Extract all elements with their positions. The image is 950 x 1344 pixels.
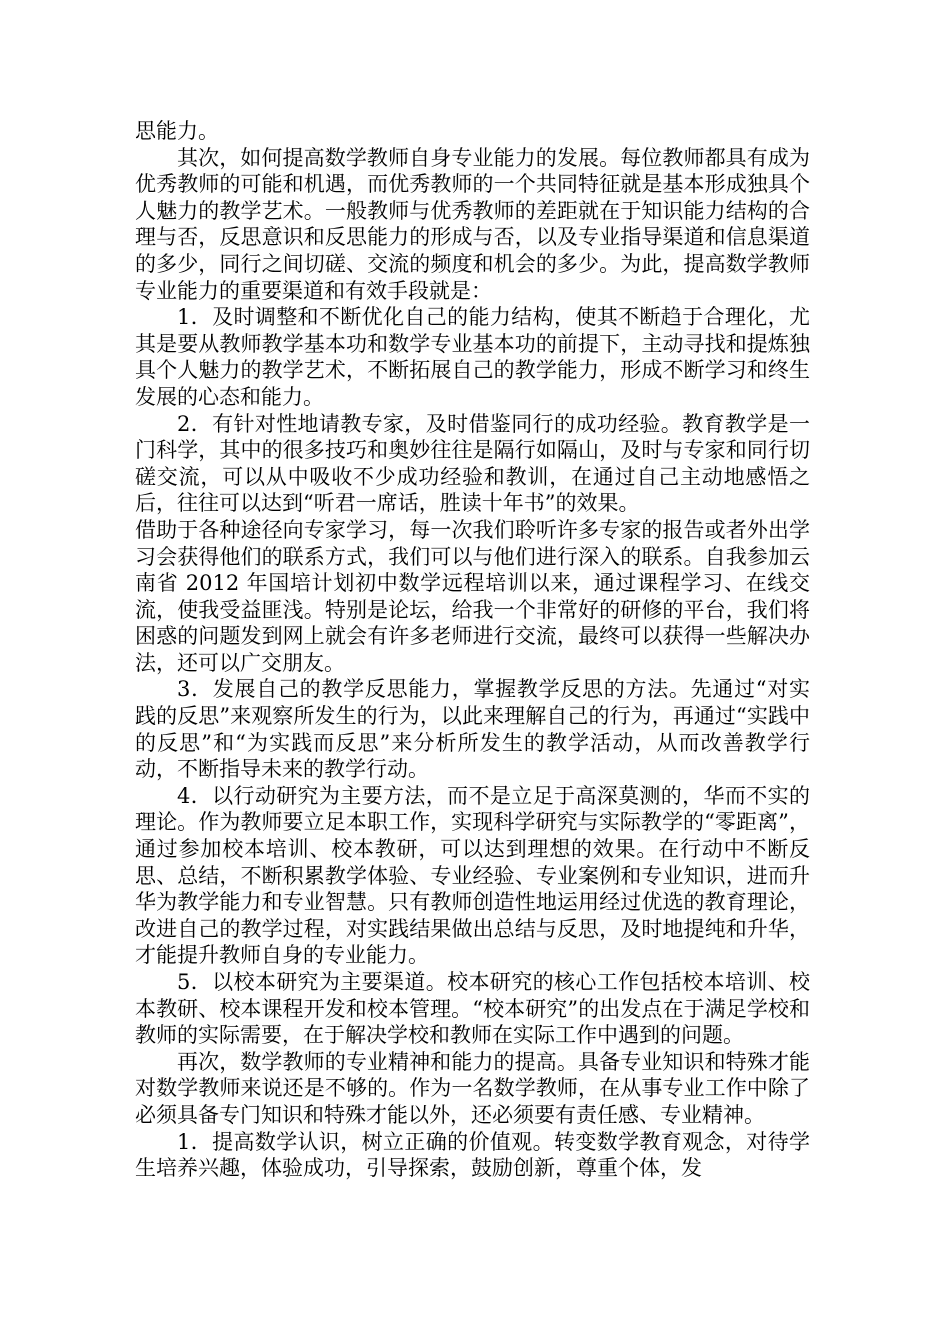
document-body [135, 118, 810, 1182]
paragraph-secondly: 其次，如何提高数学教师自身专业能力的发展。每位教师都具有成为优秀教师的可能和机遇，而优秀教师的一个共同特征就是基本形成独具个人魅力的教学艺术。一般教师与优秀教师的差距就在于知识能力结构的合理与否，反思意识和反思能力的形成与否，以及专业指导渠道和信息渠道的多少，同行之间切磋、交流的频度和机会的多少。为此，提高数学教师专业能力的重要渠道和有效手段就是： [135, 145, 810, 303]
paragraph-item-2: 2．有针对性地请教专家，及时借鉴同行的成功经验。教育教学是一门科学，其中的很多技巧和奥妙往往是隔行如隔山，及时与专家和同行切磋交流，可以从中吸收不少成功经验和教训，在通过自己主动地感悟之后，往往可以达到“听君一席话，胜读十年书”的效果。 [135, 411, 810, 516]
paragraph-item-3: 3．发展自己的教学反思能力，掌握教学反思的方法。先通过“对实践的反思”来观察所发生的行为，以此来理解自己的行为，再通过“实践中的反思”和“为实践而反思”来分析所发生的教学活动，从而改善教学行动，不断指导未来的教学行动。 [135, 677, 810, 782]
paragraph-expert-learning: 借助于各种途径向专家学习，每一次我们聆听许多专家的报告或者外出学习会获得他们的联系方式，我们可以与他们进行深入的联系。自我参加云南省 2012 年国培计划初中数学远程培训以来，通过课程学习、在线交流，使我受益匪浅。特别是论坛，给我一个非常好的研修的平台，我们将困惑的问题发到网上就会有许多老师进行交流，最终可以获得一些解决办法，还可以广交朋友。 [135, 517, 810, 675]
paragraph-item-1: 1．及时调整和不断优化自己的能力结构，使其不断趋于合理化，尤其是要从教师教学基本功和数学专业基本功的前提下，主动寻找和提炼独具个人魅力的教学艺术，不断拓展自己的教学能力，形成不断学习和终生发展的心态和能力。 [135, 305, 810, 409]
paragraph-item-4: 4．以行动研究为主要方法，而不是立足于高深莫测的，华而不实的理论。作为教师要立足本职工作，实现科学研究与实际教学的“零距离”，通过参加校本培训、校本教研，可以达到理想的效果。在行动中不断反思、总结，不断积累教学体验、专业经验、专业案例和专业知识，进而升华为教学能力和专业智慧。只有教师创造性地运用经过优选的教育理论，改进自己的教学过程，对实践结果做出总结与反思，及时地提纯和升华，才能提升教师自身的专业能力。 [135, 783, 810, 968]
paragraph-thirdly: 再次，数学教师的专业精神和能力的提高。具备专业知识和特殊才能对数学教师来说还是不够的。作为一名数学教师，在从事专业工作中除了必须具备专门知识和特殊才能以外，还必须要有责任感、专业精神。 [135, 1049, 810, 1127]
paragraph-continuation: 思能力。 [135, 119, 219, 143]
paragraph-sub-item-1: 1．提高数学认识，树立正确的价值观。转变数学教育观念，对待学生培养兴趣，体验成功，引导探索，鼓励创新，尊重个体，发 [135, 1129, 810, 1181]
paragraph-item-5: 5．以校本研究为主要渠道。校本研究的核心工作包括校本培训、校本教研、校本课程开发和校本管理。“校本研究”的出发点在于满足学校和教师的实际需要，在于解决学校和教师在实际工作中遇到的问题。 [135, 970, 810, 1048]
